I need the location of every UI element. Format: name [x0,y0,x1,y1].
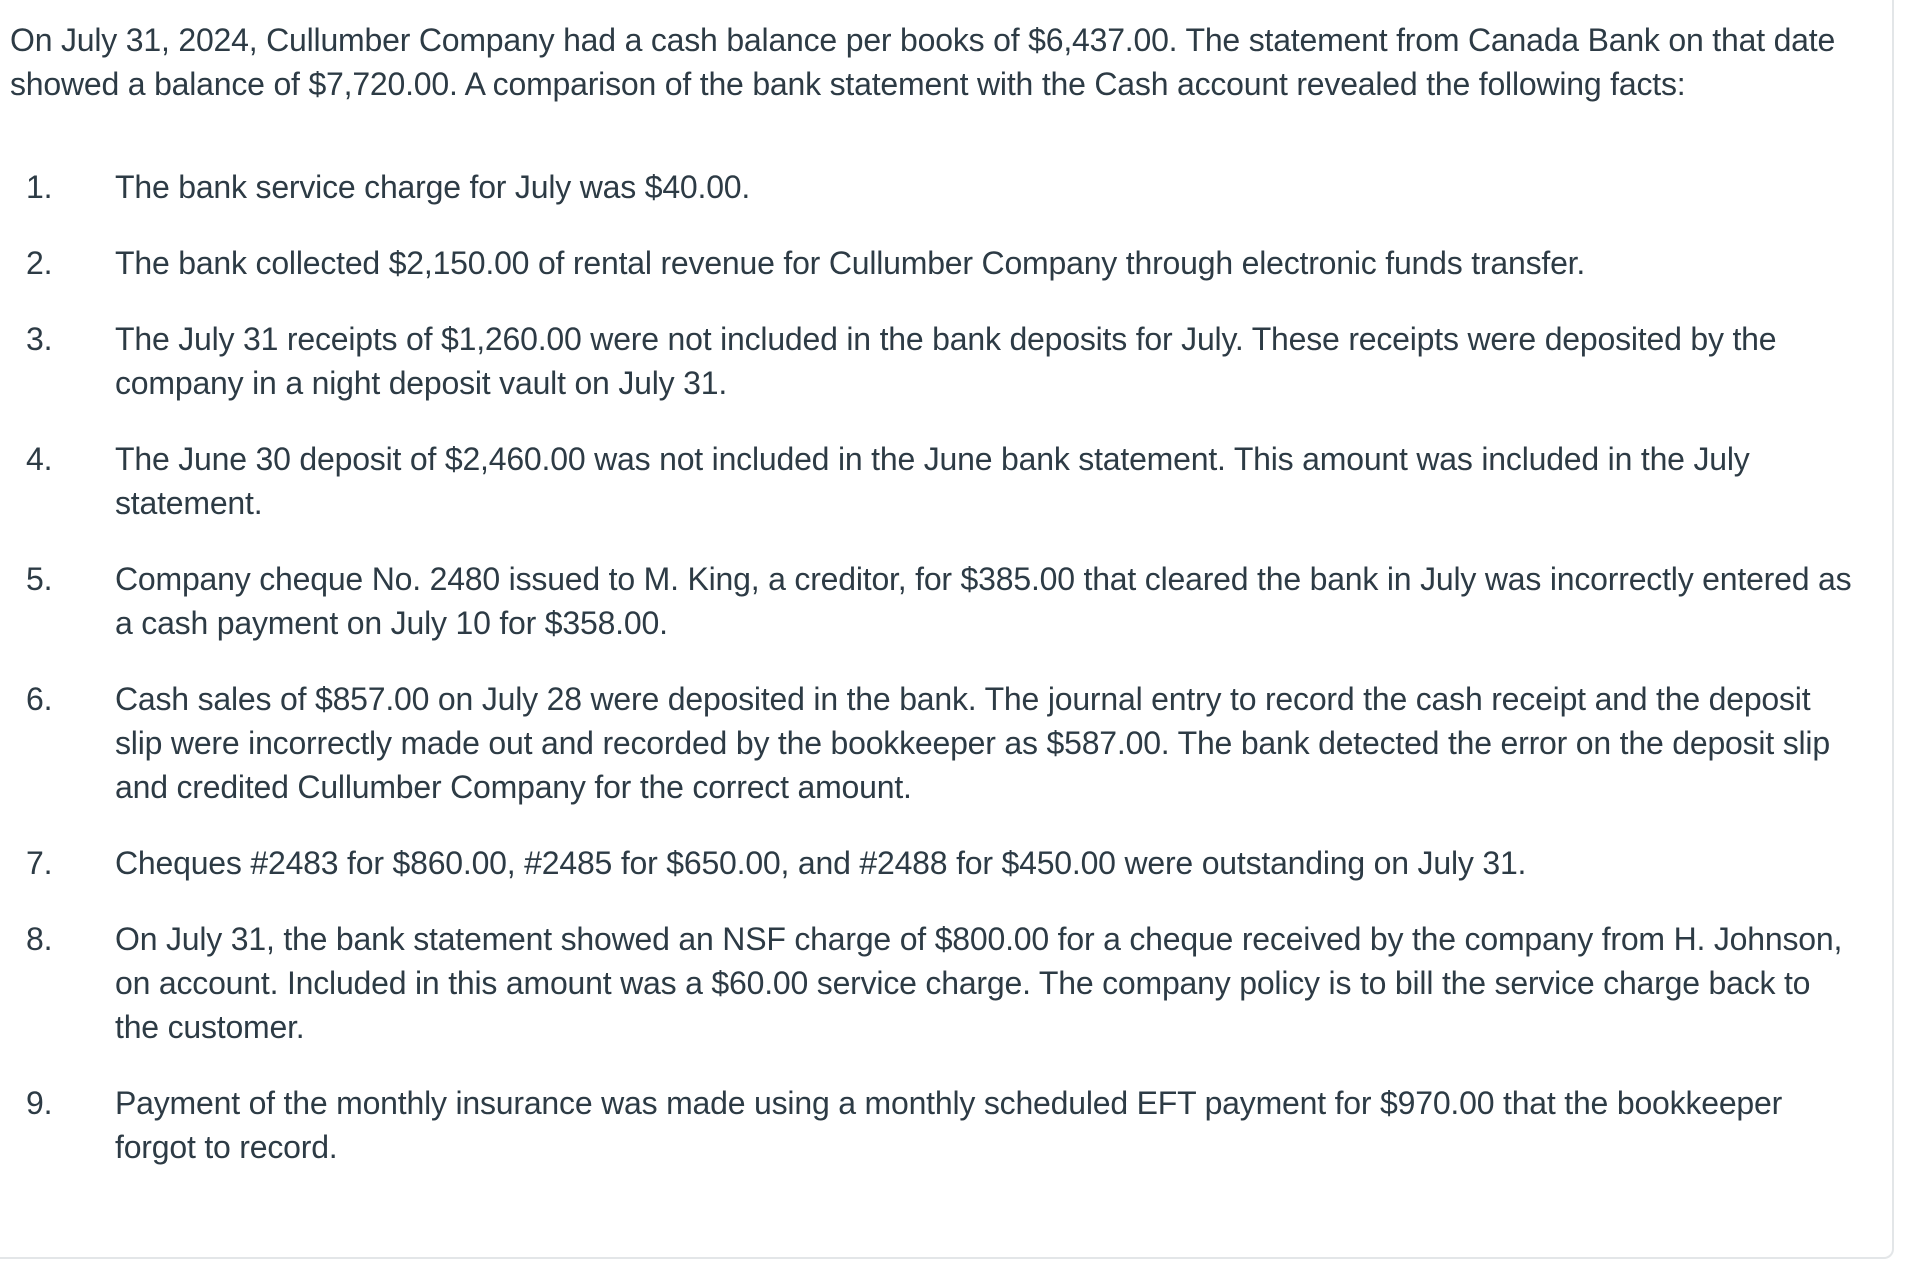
item-number: 6. [26,681,53,717]
list-item [0,917,1880,1049]
list-item [0,437,1880,525]
item-text: The bank collected $2,150.00 of rental revenue for Cullumber Company through electronic funds transfer. [115,245,1586,281]
question-intro: On July 31, 2024, Cullumber Company had a cash balance per books of $6,437.00. The statement from Canada Bank on that date showed a balance of $7,720.00. A comparison of the bank statement with the Cash account revealed the following facts: [10,22,1836,102]
item-number: 9. [26,1085,53,1121]
item-text: Cheques #2483 for $860.00, #2485 for $650.00, and #2488 for $450.00 were outstanding on July 31. [115,845,1527,881]
item-text: On July 31, the bank statement showed an NSF charge of $800.00 for a cheque received by the company from H. Johnson, on account. Included in this amount was a $60.00 service charge. The company policy is to bill the service charge back to the customer. [115,921,1843,1045]
item-text: The June 30 deposit of $2,460.00 was not included in the June bank statement. This amount was included in the July statement. [115,441,1750,521]
list-item [0,841,1880,885]
item-number: 4. [26,441,53,477]
list-item [0,165,1880,209]
item-number: 7. [26,845,53,881]
item-number: 1. [26,169,53,205]
list-item [0,677,1880,809]
item-text: The bank service charge for July was $40.00. [115,169,751,205]
item-text: Payment of the monthly insurance was made using a monthly scheduled EFT payment for $970.00 that the bookkeeper forgot to record. [115,1085,1783,1165]
item-number: 5. [26,561,53,597]
list-item [0,1081,1880,1169]
list-item [0,557,1880,645]
list-item [0,241,1880,285]
item-text: Cash sales of $857.00 on July 28 were deposited in the bank. The journal entry to record the cash receipt and the deposit slip were incorrectly made out and recorded by the bookkeeper as $587.00. The bank detected the error on the deposit slip and credited Cullumber Company for the correct amount. [115,681,1830,805]
list-item [0,317,1880,405]
item-number: 8. [26,921,53,957]
item-text: The July 31 receipts of $1,260.00 were not included in the bank deposits for July. These receipts were deposited by the company in a night deposit vault on July 31. [115,321,1777,401]
item-number: 2. [26,245,53,281]
item-text: Company cheque No. 2480 issued to M. King, a creditor, for $385.00 that cleared the bank in July was incorrectly entered as a cash payment on July 10 for $358.00. [115,561,1852,641]
item-number: 3. [26,321,53,357]
facts-list [0,165,1880,1201]
